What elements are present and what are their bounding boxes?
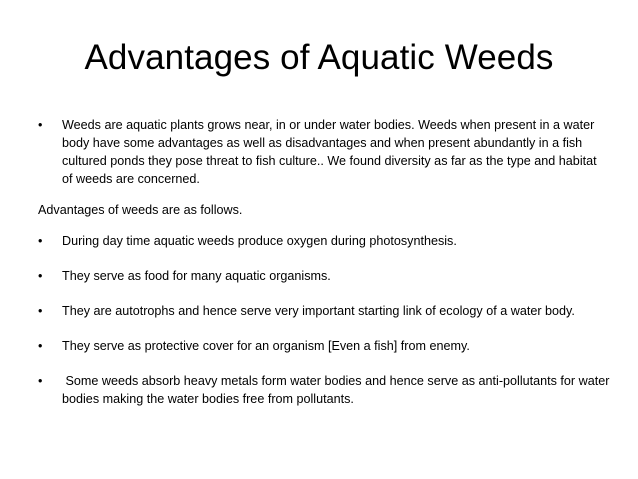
point-text: They serve as protective cover for an organism [Even a fish] from enemy. xyxy=(62,339,470,353)
intro-text: Weeds are aquatic plants grows near, in or under water bodies. Weeds when present in a water body have some advantages as well as disadvantages and when present abundantly in a fish cultured ponds they pose threat to fish culture.. We found diversity as far as the type and habitat of weeds are concerned. xyxy=(62,118,597,186)
list-item xyxy=(38,372,613,408)
bullet-marker: • xyxy=(38,339,43,353)
slide-title: Advantages of Aquatic Weeds xyxy=(84,38,554,77)
list-item xyxy=(38,232,610,250)
point-text: They serve as food for many aquatic organisms. xyxy=(62,269,331,283)
bullet-marker: • xyxy=(38,374,43,388)
list-item xyxy=(38,302,610,320)
bullet-marker: • xyxy=(38,118,43,132)
bullet-marker: • xyxy=(38,304,43,318)
list-item xyxy=(38,267,610,285)
bullet-marker: • xyxy=(38,269,43,283)
subheading: Advantages of weeds are as follows. xyxy=(38,203,243,217)
list-item xyxy=(38,337,610,355)
point-text: They are autotrophs and hence serve very important starting link of ecology of a water body. xyxy=(62,304,575,318)
point-text: Some weeds absorb heavy metals form water bodies and hence serve as anti-pollutants for water bodies making the water bodies free from pollutants. xyxy=(62,374,613,406)
point-text: During day time aquatic weeds produce oxygen during photosynthesis. xyxy=(62,234,457,248)
bullet-marker: • xyxy=(38,234,43,248)
slide-body xyxy=(38,116,613,408)
intro-bullet xyxy=(38,116,610,188)
